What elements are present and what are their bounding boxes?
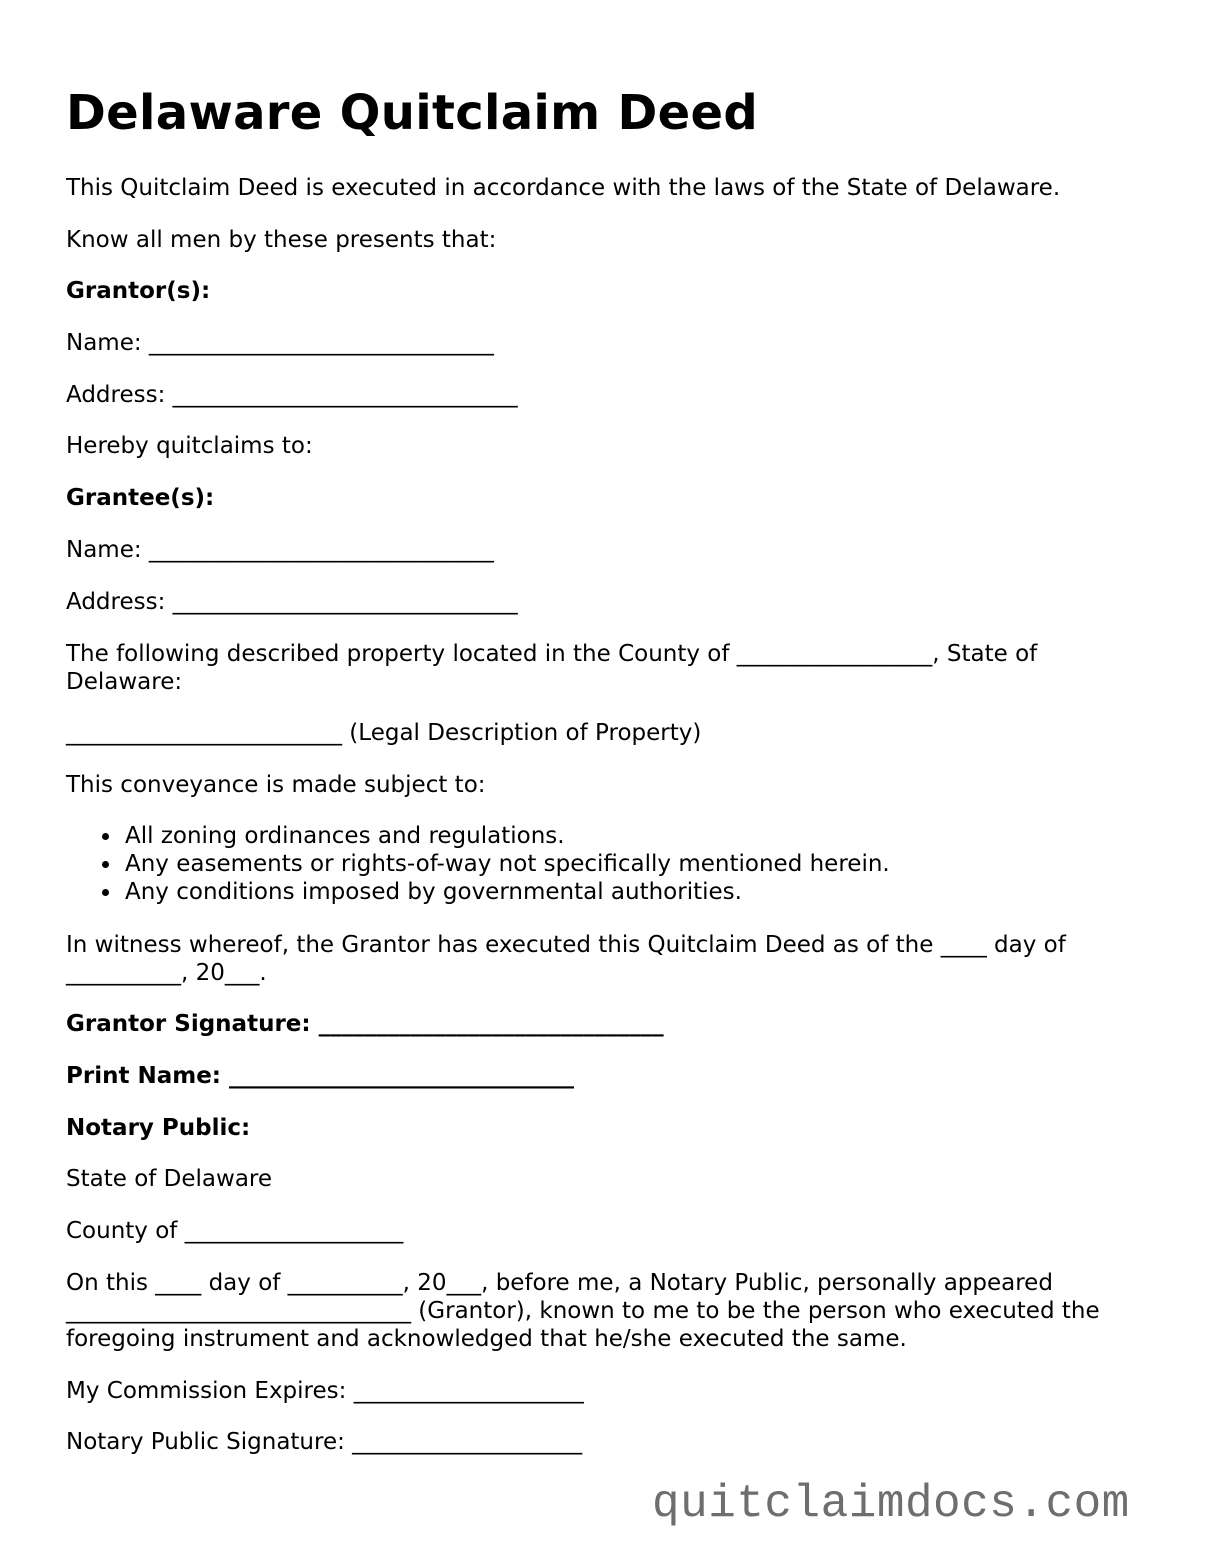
- intro-text: This Quitclaim Deed is executed in accordance with the laws of the State of Delaware.: [66, 175, 1061, 201]
- document-title: Delaware Quitclaim Deed: [66, 85, 758, 141]
- conditions-list: [66, 822, 890, 906]
- list-item: All zoning ordinances and regulations.: [125, 822, 890, 850]
- notary-county-field: County of ___________________: [66, 1218, 404, 1244]
- notary-statement-text: On this ____ day of __________, 20___, before me, a Notary Public, personally appeared ______________________________ (Grantor), known to me to be the person who executed the foregoing instrument and acknowledged that he/she executed the same.: [66, 1270, 1100, 1352]
- grantee-name-field: Name: ______________________________: [66, 537, 494, 563]
- property-location-text: The following described property located in the County of _________________, State of Delaware:: [66, 641, 1038, 695]
- grantee-heading: Grantee(s):: [66, 485, 215, 511]
- print-name-field: Print Name: ______________________________: [66, 1063, 574, 1089]
- witness-text: In witness whereof, the Grantor has executed this Quitclaim Deed as of the ____ day of __________, 20___.: [66, 932, 1066, 986]
- notary-heading: Notary Public:: [66, 1115, 251, 1141]
- grantor-signature-field: Grantor Signature: ______________________________: [66, 1011, 664, 1037]
- grantor-address-field: Address: ______________________________: [66, 382, 518, 408]
- notary-state-text: State of Delaware: [66, 1166, 273, 1192]
- know-all-text: Know all men by these presents that:: [66, 227, 497, 253]
- watermark-text: quitclaimdocs.com: [652, 1478, 1130, 1530]
- grantee-address-field: Address: ______________________________: [66, 589, 518, 615]
- quitclaims-to-text: Hereby quitclaims to:: [66, 433, 313, 459]
- legal-description-field: ________________________ (Legal Description of Property): [66, 720, 702, 746]
- notary-signature-field: Notary Public Signature: ____________________: [66, 1429, 583, 1455]
- list-item: Any easements or rights-of-way not specifically mentioned herein.: [125, 851, 890, 877]
- grantor-heading: Grantor(s):: [66, 278, 211, 304]
- subject-to-text: This conveyance is made subject to:: [66, 772, 486, 798]
- grantor-name-field: Name: ______________________________: [66, 330, 494, 356]
- commission-expires-field: My Commission Expires: ____________________: [66, 1378, 584, 1404]
- list-item: Any conditions imposed by governmental authorities.: [125, 878, 890, 906]
